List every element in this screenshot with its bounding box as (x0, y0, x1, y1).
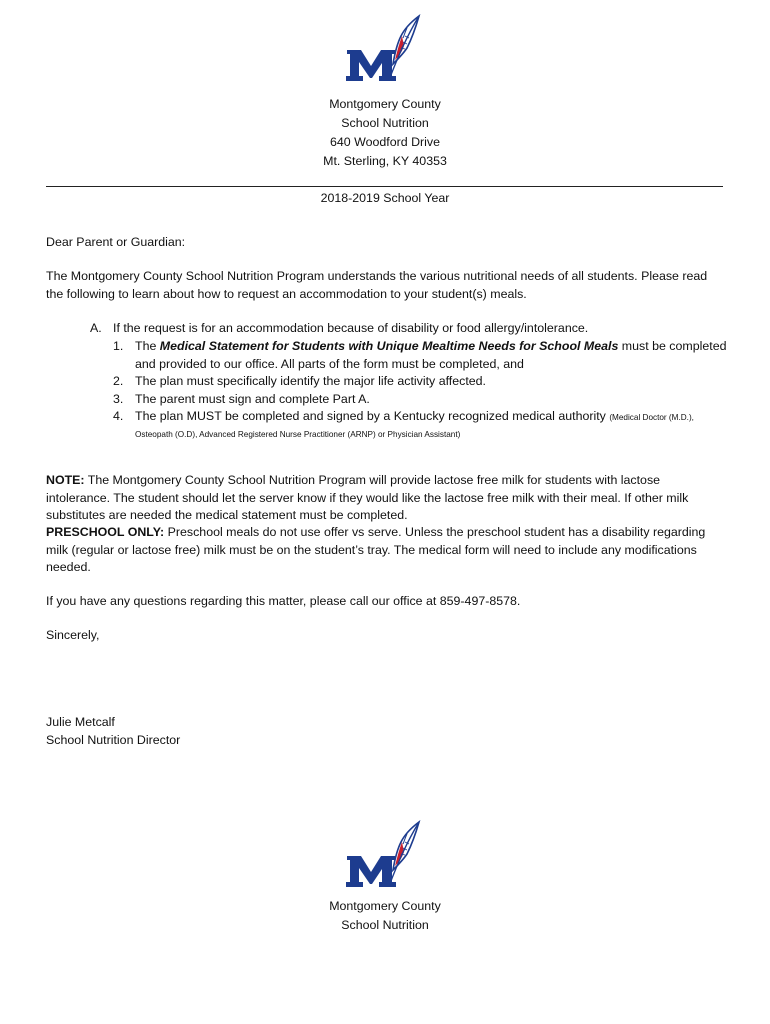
note-label: NOTE: (46, 473, 85, 487)
list-letter: A. (90, 321, 102, 335)
authority-examples: (Medical Doctor (M.D.), (609, 413, 694, 422)
montgomery-footer-logo-icon (345, 820, 421, 890)
montgomery-logo-icon (345, 14, 421, 84)
signature-block (46, 714, 726, 749)
list-number: 2. (113, 374, 124, 388)
authority-examples-cont: Osteopath (O.D), Advanced Registered Nurse Practitioner (ARNP) or Physician Assistant) (135, 429, 461, 439)
school-year: 2018-2019 School Year (320, 191, 450, 205)
item-text: The parent must sign and complete Part A. (135, 391, 370, 406)
street-address: 640 Woodford Drive (330, 135, 440, 149)
preschool-paragraph (46, 524, 726, 577)
preschool-label: PRESCHOOL ONLY: (46, 525, 165, 539)
item-text: The plan MUST be completed and signed by a Kentucky recognized medical authority (135, 409, 610, 423)
signer-title: School Nutrition Director (46, 732, 181, 747)
questions-paragraph: If you have any questions regarding this matter, please call our office at 859-497-8578. (46, 594, 521, 608)
closing: Sincerely, (46, 628, 100, 642)
letterhead-address (0, 95, 770, 171)
item-text: The (135, 339, 160, 353)
form-title: Medical Statement for Students with Unique Mealtime Needs for School Meals (159, 339, 619, 353)
footer-dept: School Nutrition (341, 918, 429, 932)
preschool-text: Preschool meals do not use offer vs serve. Unless the preschool student has a disability regarding milk (regular or lactose free) milk must be on the student’s tray. The medical form will need to include any modifications needed. (46, 525, 706, 574)
note-text: The Montgomery County School Nutrition Program will provide lactose free milk for students with lactose intolerance. The student should let the server know if they would like the lactose free milk with their meal. If other milk substitutes are needed the medical statement must be completed. (46, 473, 689, 522)
footer-org (0, 897, 770, 935)
city-state-zip: Mt. Sterling, KY 40353 (323, 154, 447, 168)
list-item (113, 408, 728, 442)
list-number: 4. (113, 409, 124, 423)
signer-name: Julie Metcalf (46, 715, 115, 729)
item-text: The plan must specifically identify the major life activity affected. (135, 374, 486, 388)
note-paragraph (46, 472, 726, 525)
section-a-text: If the request is for an accommodation because of disability or food allergy/intolerance. (113, 321, 589, 335)
salutation: Dear Parent or Guardian: (46, 235, 186, 249)
list-number: 1. (113, 339, 124, 353)
sub-list (113, 338, 728, 442)
list-item (113, 338, 728, 373)
intro-paragraph: The Montgomery County School Nutrition Program understands the various nutritional needs of all students. Please read the following to learn about how to request an accommodation to your student(s) meals. (46, 269, 708, 301)
list-item (113, 373, 728, 391)
list-item (113, 391, 728, 409)
org-name: Montgomery County (329, 97, 441, 111)
item-text: must be completed and provided to our office. All parts of the form must be completed, and (135, 339, 727, 371)
list-number: 3. (113, 391, 124, 406)
dept-name: School Nutrition (341, 116, 429, 130)
footer-org-name: Montgomery County (329, 899, 441, 913)
header-divider (46, 186, 723, 187)
